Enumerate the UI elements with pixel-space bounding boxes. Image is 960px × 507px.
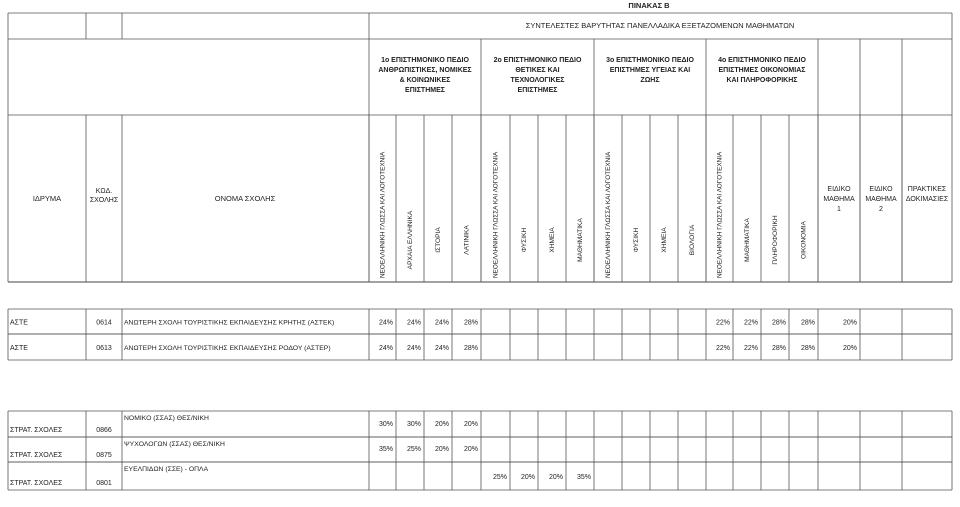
extra-column-header: ΕΙΔΙΚΟ	[869, 186, 893, 193]
extra-column-header: ΕΙΔΙΚΟ	[827, 186, 851, 193]
extra-column-header: ΠΡΑΚΤΙΚΕΣ	[907, 186, 947, 193]
weight-cell: 24%	[378, 319, 393, 327]
field-title: & ΚΟΙΝΩΝΙΚΕΣ	[399, 77, 451, 84]
subject-header: ΜΑΘΗΜΑΤΙΚΑ	[744, 218, 751, 262]
subject-header: ΝΕΟΕΛΛΗΝΙΚΗ ΓΛΩΣΣΑ ΚΑΙ ΛΟΓΟΤΕΧΝΙΑ	[379, 151, 387, 278]
school-name-cell: ΝΟΜΙΚΟ (ΣΣΑΣ) ΘΕΣ/ΝΙΚΗ	[124, 415, 209, 422]
field-title: ΤΕΧΝΟΛΟΓΙΚΕΣ	[510, 77, 565, 84]
subject-header: ΑΡΧΑΙΑ ΕΛΛΗΝΙΚΑ	[407, 210, 414, 270]
weight-cell: 35%	[378, 446, 393, 453]
weight-cell: 20%	[520, 474, 535, 481]
extra-column-header: 2	[879, 206, 883, 213]
weight-cell: 28%	[800, 319, 815, 327]
field-title: ΚΑΙ ΠΛΗΡΟΦΟΡΙΚΗΣ	[726, 77, 798, 84]
weight-cell: 24%	[434, 345, 449, 352]
subject-header: ΦΥΣΙΚΗ	[633, 227, 640, 253]
weight-cell: 30%	[378, 421, 393, 428]
field-title: 4ο ΕΠΙΣΤΗΜΟΝΙΚΟ ΠΕΔΙΟ	[718, 57, 806, 64]
institution-cell: ΑΣΤΕ	[10, 345, 28, 352]
subject-header: ΦΥΣΙΚΗ	[521, 227, 528, 253]
subject-header: ΧΗΜΕΙΑ	[661, 227, 668, 253]
institution-cell: ΣΤΡΑΤ. ΣΧΟΛΕΣ	[10, 427, 63, 434]
institution-header: ΙΔΡΥΜΑ	[32, 194, 62, 203]
extra-column-header: ΔΟΚΙΜΑΣΙΕΣ	[905, 196, 949, 203]
field-title: ΘΕΤΙΚΕΣ ΚΑΙ	[515, 67, 560, 74]
weight-cell: 30%	[406, 421, 421, 428]
weight-cell: 25%	[492, 474, 507, 481]
weight-cell: 20%	[463, 446, 478, 453]
weight-cell: 24%	[406, 319, 421, 327]
weight-cell: 20%	[842, 319, 857, 327]
subject-header: ΜΑΘΗΜΑΤΙΚΑ	[577, 218, 584, 262]
weight-cell: 25%	[406, 446, 421, 453]
subject-header: ΧΗΜΕΙΑ	[549, 227, 556, 253]
code-cell: 0801	[96, 480, 112, 487]
weight-cell: 20%	[842, 345, 857, 352]
super-header: ΣΥΝΤΕΛΕΣΤΕΣ ΒΑΡΥΤΗΤΑΣ ΠΑΝΕΛΛΑΔΙΚΑ ΕΞΕΤΑΖΟΜΕΝΩΝ ΜΑΘΗΜΑΤΩΝ	[525, 21, 795, 30]
subject-header: ΙΣΤΟΡΙΑ	[435, 227, 442, 253]
school-header: ΟΝΟΜΑ ΣΧΟΛΗΣ	[214, 194, 276, 203]
field-title: ΕΠΙΣΤΗΜΕΣ	[517, 87, 558, 94]
field-title: 1ο ΕΠΙΣΤΗΜΟΝΙΚΟ ΠΕΔΙΟ	[381, 57, 469, 64]
table-caption: ΠΙΝΑΚΑΣ Β	[628, 1, 670, 10]
weight-cell: 24%	[434, 319, 449, 327]
extra-column-header: ΜΑΘΗΜΑ	[823, 196, 855, 203]
weight-cell: 28%	[771, 345, 786, 352]
weight-cell: 20%	[434, 446, 449, 453]
field-title: ΕΠΙΣΤΗΜΕΣ ΟΙΚΟΝΟΜΙΑΣ	[718, 67, 806, 74]
weight-cell: 24%	[378, 345, 393, 352]
school-name-cell: ΕΥΕΛΠΙΔΩΝ (ΣΣΕ) - ΟΠΛΑ	[124, 466, 209, 473]
subject-header: ΝΕΟΕΛΛΗΝΙΚΗ ΓΛΩΣΣΑ ΚΑΙ ΛΟΓΟΤΕΧΝΙΑ	[716, 151, 724, 278]
weight-cell: 20%	[434, 421, 449, 428]
code-cell: 0613	[96, 345, 112, 352]
field-title: ΑΝΘΡΩΠΙΣΤΙΚΕΣ, ΝΟΜΙΚΕΣ	[378, 67, 472, 74]
weight-cell: 28%	[463, 345, 478, 352]
field-title: 3ο ΕΠΙΣΤΗΜΟΝΙΚΟ ΠΕΔΙΟ	[606, 57, 694, 64]
field-title: ΖΩΗΣ	[640, 77, 660, 84]
subject-header: ΛΑΤΙΝΙΚΑ	[463, 225, 471, 255]
subject-header: ΠΛΗΡΟΦΟΡΙΚΗ	[772, 215, 779, 265]
subject-header: ΝΕΟΕΛΛΗΝΙΚΗ ΓΛΩΣΣΑ ΚΑΙ ΛΟΓΟΤΕΧΝΙΑ	[492, 151, 500, 278]
weight-cell: 22%	[743, 319, 758, 327]
weight-cell: 22%	[743, 345, 758, 352]
code-cell: 0875	[96, 452, 112, 459]
extra-column-header: 1	[837, 206, 841, 213]
weight-cell: 22%	[715, 319, 730, 327]
field-title: ΕΠΙΣΤΗΜΕΣ ΥΓΕΙΑΣ ΚΑΙ	[609, 67, 691, 74]
institution-cell: ΑΣΤΕ	[10, 319, 28, 327]
field-title: 2ο ΕΠΙΣΤΗΜΟΝΙΚΟ ΠΕΔΙΟ	[493, 57, 582, 64]
weight-cell: 28%	[800, 345, 815, 352]
weight-cell: 22%	[715, 345, 730, 352]
weight-cell: 20%	[548, 474, 563, 481]
weight-cell: 28%	[771, 319, 786, 327]
code-header: ΣΧΟΛΗΣ	[89, 197, 119, 204]
weight-cell: 20%	[463, 421, 478, 428]
subject-header: ΒΙΟΛΟΓΙΑ	[689, 224, 696, 256]
code-cell: 0614	[96, 319, 112, 327]
school-name-cell: ΨΥΧΟΛΟΓΩΝ (ΣΣΑΣ) ΘΕΣ/ΝΙΚΗ	[124, 441, 225, 448]
table-labels	[10, 1, 949, 487]
institution-cell: ΣΤΡΑΤ. ΣΧΟΛΕΣ	[10, 480, 63, 487]
institution-cell: ΣΤΡΑΤ. ΣΧΟΛΕΣ	[10, 452, 63, 459]
code-header: ΚΩΔ.	[95, 188, 113, 195]
subject-header: ΟΙΚΟΝΟΜΙΑ	[800, 221, 808, 259]
subject-header: ΝΕΟΕΛΛΗΝΙΚΗ ΓΛΩΣΣΑ ΚΑΙ ΛΟΓΟΤΕΧΝΙΑ	[605, 151, 612, 278]
weight-cell: 35%	[576, 474, 591, 481]
school-name-cell: ΑΝΩΤΕΡΗ ΣΧΟΛΗ ΤΟΥΡΙΣΤΙΚΗΣ ΕΚΠΑΙΔΕΥΣΗΣ ΚΡΗΤΗΣ (ΑΣΤΕΚ)	[124, 319, 335, 327]
code-cell: 0866	[96, 427, 112, 434]
field-title: ΕΠΙΣΤΗΜΕΣ	[405, 87, 445, 94]
school-name-cell: ΑΝΩΤΕΡΗ ΣΧΟΛΗ ΤΟΥΡΙΣΤΙΚΗΣ ΕΚΠΑΙΔΕΥΣΗΣ ΡΟΔΟΥ (ΑΣΤΕΡ)	[124, 345, 331, 352]
weight-cell: 28%	[463, 319, 478, 327]
weight-cell: 24%	[406, 345, 421, 352]
extra-column-header: ΜΑΘΗΜΑ	[865, 196, 897, 203]
